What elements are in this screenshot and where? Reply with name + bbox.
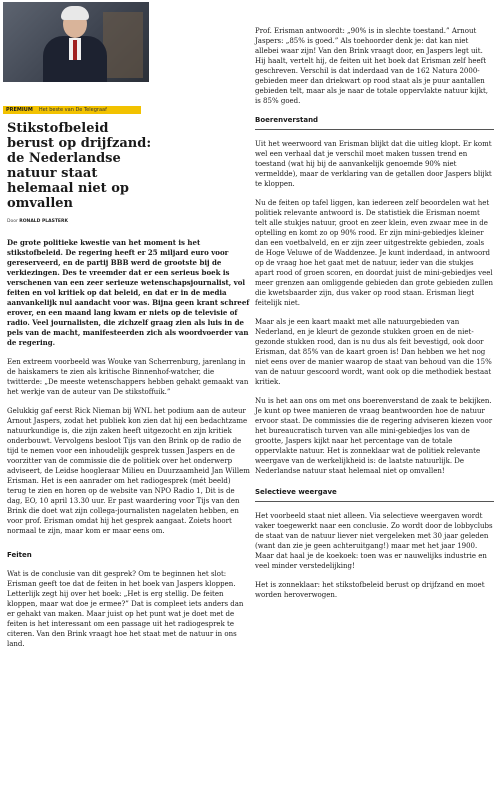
paragraph: Prof. Erisman antwoordt: „90% is in slechte toestand.” Arnout Jaspers: „85% is goed.” Als toehoorder denk je: dat kan niet allebei waar zijn! Van den Brink vraagt door, en Jaspers legt uit. Hij haalt, vertelt hij, de feiten uit het boek dat Erisman zelf heeft geschreven. Verschil is dat inderdaad van de 162 Natura 2000-gebieden meer dan driekwart op rood staat als je puur aantallen gebieden telt, maar als je naar de totale oppervlakte natuur kijkt, is 85% goed. xyxy=(255,27,488,105)
byline-prefix: Door xyxy=(7,219,18,224)
premium-tag: PREMIUM xyxy=(6,107,33,113)
premium-source: Het beste van De Telegraaf xyxy=(38,107,107,113)
byline-author: RONALD PLASTERK xyxy=(19,219,68,224)
section-heading-boerenverstand: Boerenverstand xyxy=(255,116,319,124)
byline xyxy=(7,219,251,224)
premium-banner xyxy=(3,106,141,114)
paragraph: Gelukkig gaf eerst Rick Nieman bij WNL het podium aan de auteur Arnout Jaspers, zodat het publiek kon zien dat hij een bedachtzame natuurkundige is, die zijn zaken heeft uitgezocht en zijn kritiek onderbouwt. Vervolgens besloot Tijs van den Brink op de radio de tijd te nemen voor een inhoudelijk gesprek tussen Jaspers en de voorzitter van de commissie die de politiek over het onderwerp adviseert, de Leidse hoogleraar Milieu en Duurzaamheid Jan Willem Erisman. Het is een aanrader om het radiogesprek (mét beeld) terug te zien en horen op de website van NPO Radio 1, Dit is de dag, EO, 10 april 13.30 uur. Er past waardering voor Tijs van den Brink die doet wat zijn collega-journalisten nagelaten hebben, en voor prof. Erisman omdat hij het gesprek aangaat. Zoiets hoort normaal te zijn, maar kom er maar eens om. xyxy=(7,407,250,535)
paragraph: Een extreem voorbeeld was Wouke van Scherrenburg, jarenlang in de haiskamers te zien als kritische Binnenhof-watcher, die twitterde: „De meeste wetenschappers hebben gehakt gemaakt van het werkje van de auteur van De stikstoffuik.” xyxy=(7,358,249,396)
paragraph: Nu is het aan ons om met ons boerenverstand de zaak te bekijken. Je kunt op twee manieren de vraag beantwoorden hoe de natuur ervoor staat. De commissies die de regering adviseren kiezen voor het bureaucratisch turven van alle mini-gebiedjes los van de grootte, Jaspers kijkt naar het percentage van de totale oppervlakte natuur. Het is zonneklaar wat de politiek relevante weergave van de werkelijkheid is: de laatste natuurlijk. De Nederlandse natuur staat helemaal niet op omvallen! xyxy=(255,397,493,475)
article-title: Stikstofbeleid berust op drijfzand: de Nederlandse natuur staat helemaal niet op omvallen xyxy=(7,121,152,211)
lead-paragraph: De grote politieke kwestie van het moment is het stikstofbeleid. De regering heeft er 25 miljard euro voor gereserveerd, en de partij BBB werd de grootste bij de verkiezingen. Des te vreemder dat er een serieus boek is verschenen van een zeer serieuze wetenschapsjournalist, vol feiten en vol kritiek op dat beleid, en dat er in de media aanvankelijk nul aandacht voor was. Bijna geen krant schreef erover, en een maand lang kwam er niets op de televisie of radio. Veel journalisten, die zichzelf graag zien als luis in de pels van de macht, manifesteerden zich als woordvoerder van de regering. xyxy=(7,238,250,347)
section-heading-feiten: Feiten xyxy=(7,551,32,559)
right-column xyxy=(251,2,494,600)
paragraph: Maar als je een kaart maakt met alle natuurgebieden van Nederland, en je kleurt de gezonde stukken groen en de niet-gezonde stukken rood, dan is nu dus als feit bevestigd, ook door Erisman, dat 85% van de kaart groen is! Dan hebben we het nog niet eens over de manier waarop de staat van behoud van die 15% van de natuur gescoord wordt, want ook op die methodiek bestaat kritiek. xyxy=(255,318,492,386)
divider xyxy=(255,129,494,130)
paragraph: Uit het weerwoord van Erisman blijkt dat die uitleg klopt. Er komt wel een verhaal dat je verschil moet maken tussen trend en toestand (wat hij bij de aanvankelijk genoemde 90% niet vermeldde), maar de verklaring van de getallen door Jaspers blijkt te kloppen. xyxy=(255,140,492,188)
paragraph: Nu de feiten op tafel liggen, kan iedereen zelf beoordelen wat het politiek relevante antwoord is. De statistiek die Erisman noemt telt alle stukjes natuur, groot en zeer klein, even zwaar mee in de optelling en komt zo op 90% rood. Er zijn mini-gebiedjes kleiner dan een voetbalveld, en er zijn zeer uitgestrekte gebieden, zoals de Hoge Veluwe of de Waddenzee. Je kunt inderdaad, in antwoord op de vraag hoe het gaat met de natuur, ieder van die stukjes apart rood of groen scoren, en doordat juist de mini-gebiedjes veel meer grenzen aan omliggende gebieden dan grote gebieden zullen die kwetsbaarder zijn, dus vaker op rood staan. Erisman liegt feitelijk niet. xyxy=(255,199,494,307)
author-photo xyxy=(3,2,149,82)
paragraph: Wat is de conclusie van dit gesprek? Om te beginnen het slot: Erisman geeft toe dat de feiten in het boek van Jaspers kloppen. Letterlijk zegt hij over het boek: „Het is erg stellig. De feiten kloppen, maar wat doe je ermee?” Dat is compleet iets anders dan er gehakt van maken. Maar juist op het punt wat je doet met de feiten is het interessant om een passage uit het radiogesprek te citeren. Van den Brink vraagt hoe het staat met de natuur in ons land. xyxy=(7,570,244,648)
divider xyxy=(255,501,494,502)
paragraph: Het is zonneklaar: het stikstofbeleid berust op drijfzand en moet worden heroverwogen. xyxy=(255,581,485,599)
left-column xyxy=(3,2,251,649)
section-heading-selectieve-weergave: Selectieve weergave xyxy=(255,488,337,496)
paragraph: Het voorbeeld staat niet alleen. Via selectieve weergaven wordt vaker toegewerkt naar een conclusie. Zo wordt door de lobbyclubs de staat van de natuur liever niet vergeleken met 30 jaar geleden (want dan zie je geen achteruitgang!) maar met het jaar 1900. Maar dat haal je de koekoek: toen was er nauwelijks industrie en veel minder verstedelijking! xyxy=(255,512,493,570)
